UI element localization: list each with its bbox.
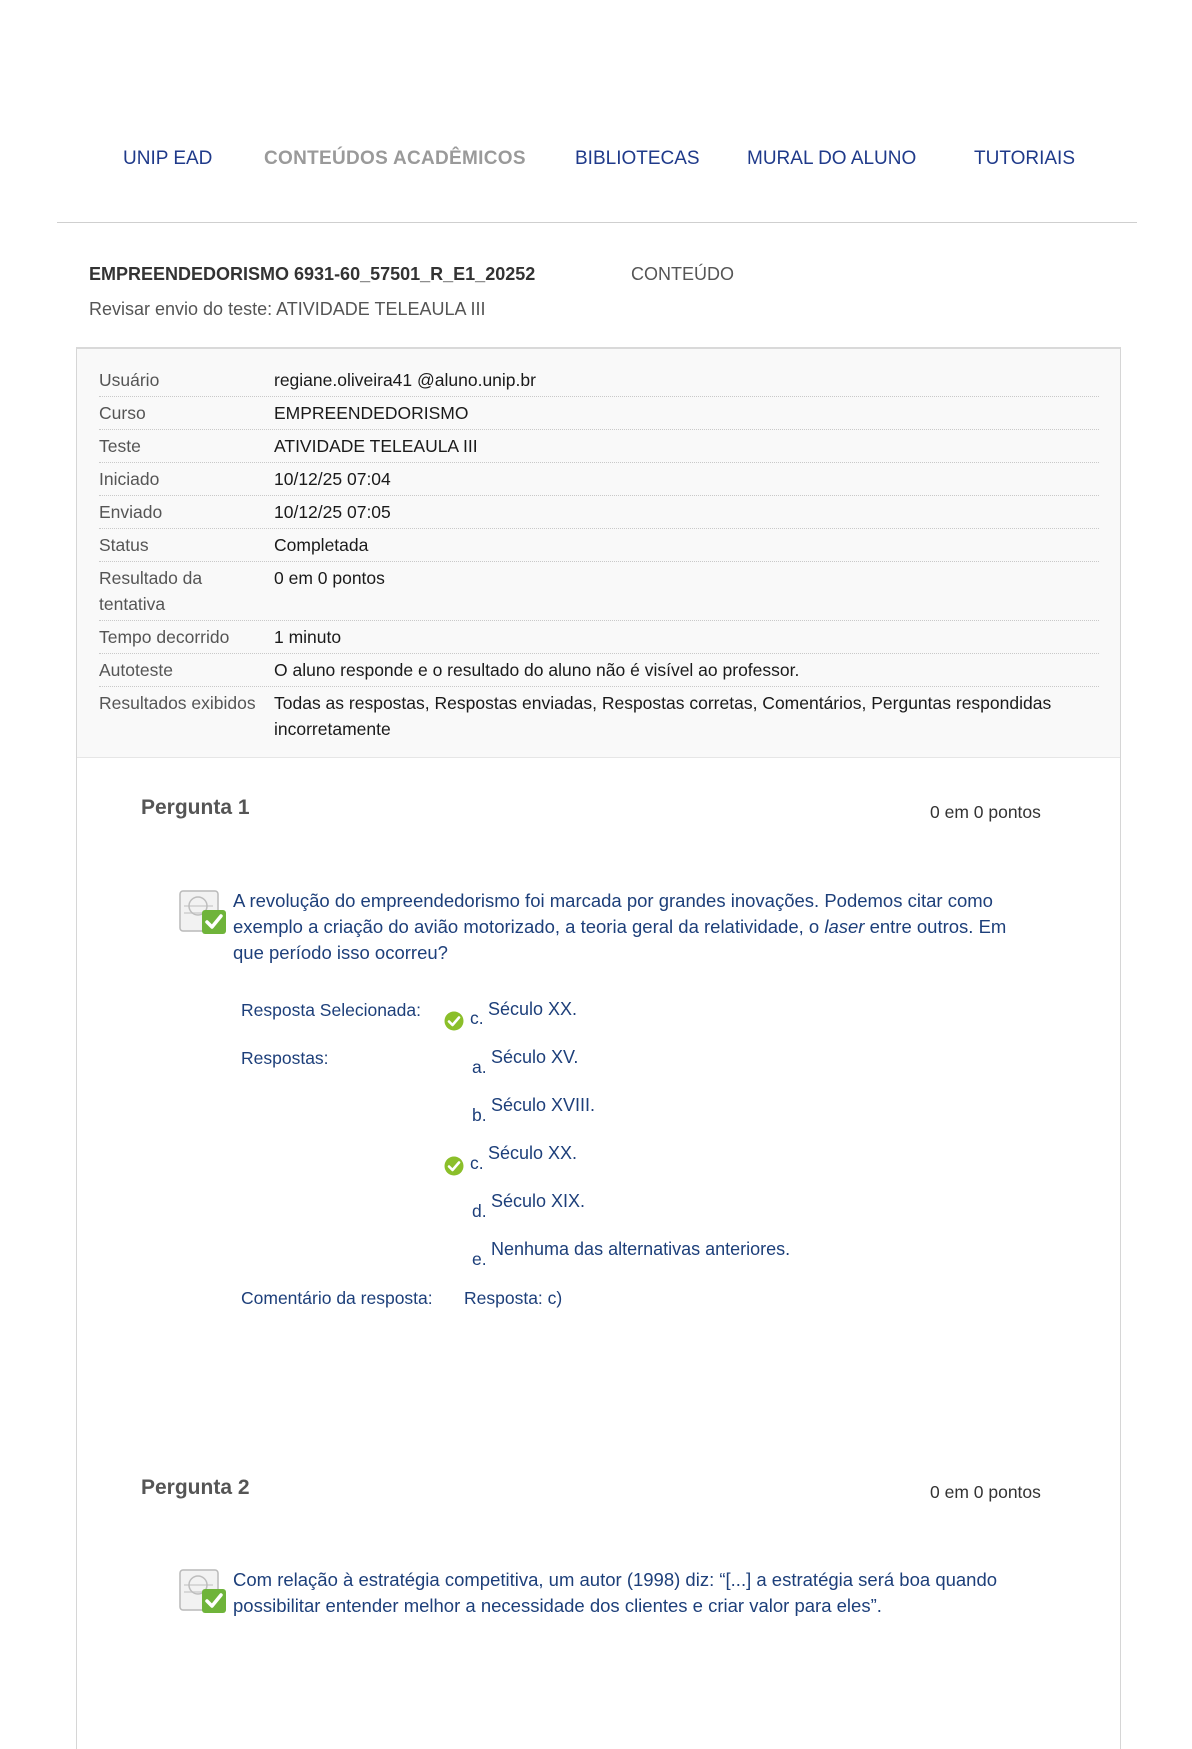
option-letter: e. [472,1249,487,1269]
answers-label: Respostas: [241,1048,329,1068]
info-row-teste [99,433,1099,463]
question-1-points: 0 em 0 pontos [930,802,1041,822]
info-label: Enviado [99,502,163,522]
info-label: Status [99,535,149,555]
info-row-iniciado [99,466,1099,496]
answer-comment-label: Comentário da resposta: [241,1288,433,1308]
question-2-title: Pergunta 2 [141,1476,250,1499]
page-title: Revisar envio do teste: ATIVIDADE TELEAULA III [89,299,486,319]
nav-conteudos-academicos[interactable]: CONTEÚDOS ACADÊMICOS [264,148,526,169]
info-value: Todas as respostas, Respostas enviadas, Respostas corretas, Comentários, Perguntas respondidas incorretamente [274,693,1052,739]
selected-answer-label: Resposta Selecionada: [241,1000,421,1020]
info-value: O aluno responde e o resultado do aluno não é visível ao professor. [274,660,800,680]
info-value: 10/12/25 07:04 [274,469,391,489]
info-row-tempo [99,624,1099,654]
option-letter: a. [472,1057,487,1077]
info-value: EMPREENDEDORISMO [274,403,469,423]
info-label: Usuário [99,370,160,390]
option-text: Século XX. [488,1143,578,1163]
info-row-usuario [99,367,1099,397]
question-answered-icon [178,888,228,936]
info-row-enviado [99,499,1099,529]
info-row-autoteste [99,657,1099,687]
nav-bibliotecas[interactable]: BIBLIOTECAS [575,148,700,169]
question-1-text [233,888,1033,966]
info-value: 10/12/25 07:05 [274,502,391,522]
question-2-points: 0 em 0 pontos [930,1482,1041,1502]
info-label: Iniciado [99,469,160,489]
course-title[interactable]: EMPREENDEDORISMO 6931-60_57501_R_E1_20252 [89,264,536,284]
test-review-panel [76,347,1121,1749]
info-label: Resultado da tentativa [99,568,203,614]
option-text: Nenhuma das alternativas anteriores. [491,1239,791,1259]
answer-comment: Resposta: c) [464,1288,563,1308]
info-value: 0 em 0 pontos [274,568,385,588]
nav-mural-do-aluno[interactable]: MURAL DO ALUNO [747,148,917,169]
info-label: Autoteste [99,660,173,680]
question-text-part: A revolução do empreendedorismo foi marcada por grandes inovações. Podemos citar como exemplo a criação do avião motorizado, a teoria geral da relatividade, o [233,890,993,937]
correct-check-icon [444,1011,464,1031]
question-2-text: Com relação à estratégia competitiva, um autor (1998) diz: “[...] a estratégia será boa quando possibilitar entender melhor a necessidade dos clientes e criar valor para eles”. [233,1569,998,1616]
option-text: Século XIX. [491,1191,586,1211]
info-value: ATIVIDADE TELEAULA III [274,436,478,456]
option-text: Século XV. [491,1047,579,1067]
breadcrumb-section[interactable]: CONTEÚDO [631,264,734,284]
question-text-part: entre outros. Em que período isso ocorreu? [233,916,1007,963]
info-value: regiane.oliveira41 @aluno.unip.br [274,370,536,390]
correct-check-icon [444,1156,464,1176]
info-label: Curso [99,403,146,423]
question-answered-icon [178,1567,228,1615]
info-row-curso [99,400,1099,430]
option-text: Século XVIII. [491,1095,596,1115]
selected-option-text: Século XX. [488,999,578,1019]
question-1-title: Pergunta 1 [141,796,250,819]
info-label: Resultados exibidos [99,693,256,713]
info-value: Completada [274,535,369,555]
question-text-italic: laser [824,916,865,937]
option-letter: d. [472,1201,487,1221]
nav-tutoriais[interactable]: TUTORIAIS [974,148,1075,169]
option-letter: b. [472,1105,487,1125]
attempt-info-table [77,349,1120,758]
info-label: Tempo decorrido [99,627,230,647]
option-letter: c. [470,1153,484,1173]
selected-option-letter: c. [470,1008,484,1028]
info-label: Teste [99,436,141,456]
info-row-resultados-exibidos [99,690,1099,745]
nav-unip-ead[interactable]: UNIP EAD [123,148,213,169]
info-row-resultado [99,565,1099,621]
top-navigation [0,148,1192,178]
nav-divider [57,222,1137,223]
info-value: 1 minuto [274,627,342,647]
info-row-status [99,532,1099,562]
